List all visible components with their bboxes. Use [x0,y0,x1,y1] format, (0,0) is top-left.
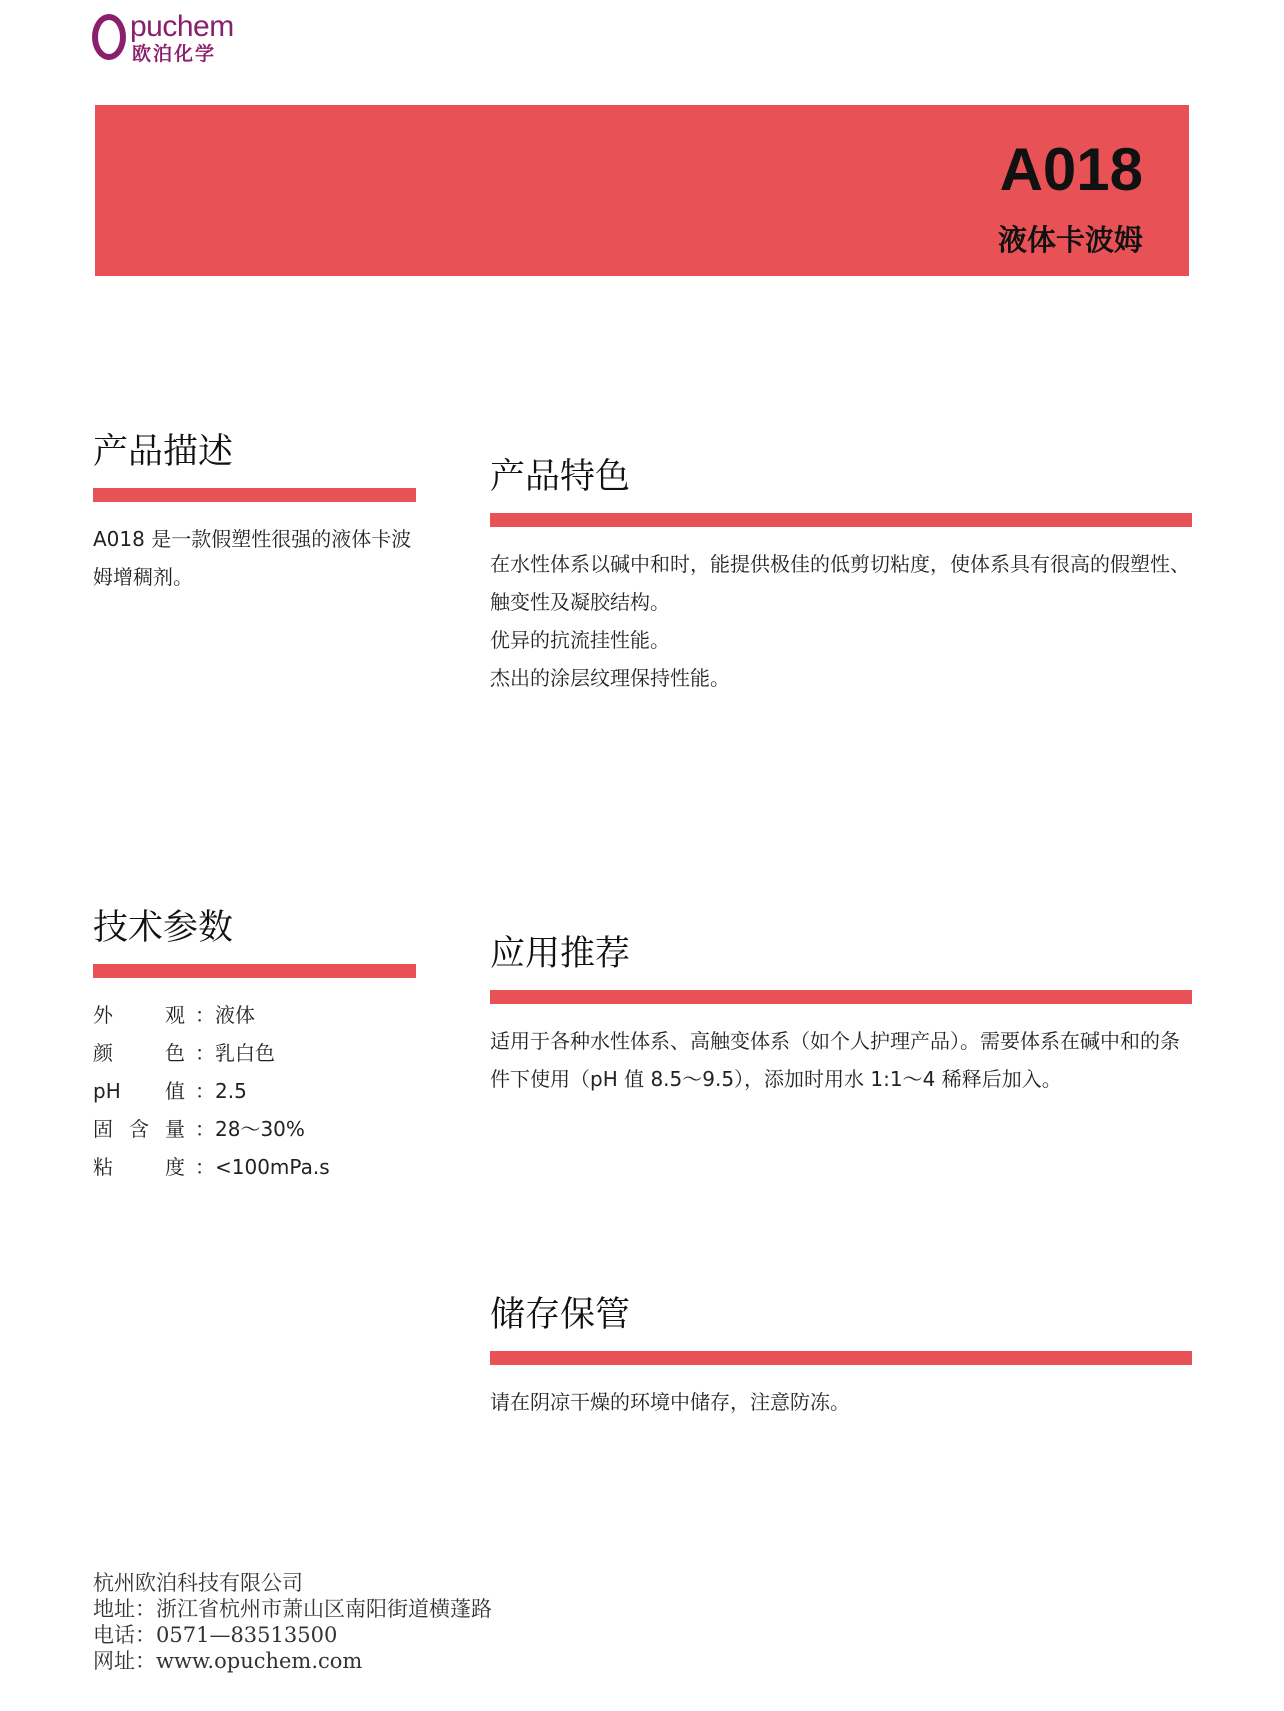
specs-section [93,906,416,1186]
spec-row-viscosity [93,1148,416,1186]
header-banner [95,105,1189,276]
spec-row-appearance [93,996,416,1034]
product-code: A018 [999,136,1143,203]
spec-value: ：液体 [195,1003,255,1027]
spec-row-solids [93,1110,416,1148]
storage-title: 储存保管 [490,1295,631,1335]
description-text: A018 是一款假塑性很强的液体卡波姆增稠剂。 [93,527,412,589]
product-subtitle: 液体卡波姆 [997,223,1143,257]
logo-english-name: puchem [130,10,234,43]
footer-phone: 电话：0571—83513500 [93,1623,338,1647]
storage-text: 请在阴凉干燥的环境中储存，注意防冻。 [490,1390,850,1414]
storage-divider [490,1351,1192,1365]
logo-o-mark [92,14,126,60]
spec-value: ：2.5 [195,1079,247,1103]
logo-chinese-name: 欧泊化学 [132,43,217,65]
specs-list [93,996,416,1186]
spec-label: 外 观 [93,1003,185,1027]
specs-divider [93,964,416,978]
application-divider [490,990,1192,1004]
spec-label: pH 值 [93,1079,185,1103]
footer-contact [93,1570,492,1674]
spec-label: 固 含 量 [93,1117,185,1141]
company-logo [92,10,262,66]
spec-value: ：<100mPa.s [195,1155,330,1179]
features-list [490,545,1192,697]
footer-website: 网址：www.opuchem.com [93,1649,363,1673]
spec-row-ph [93,1072,416,1110]
description-section [93,430,416,596]
features-title: 产品特色 [490,457,631,497]
feature-line: 在水性体系以碱中和时，能提供极佳的低剪切粘度，使体系具有很高的假塑性、触变性及凝胶结构。 [490,552,1190,614]
application-section [490,932,1192,1098]
feature-line: 优异的抗流挂性能。 [490,628,670,652]
feature-line: 杰出的涂层纹理保持性能。 [490,666,730,690]
application-text: 适用于各种水性体系、高触变体系（如个人护理产品）。需要体系在碱中和的条件下使用（pH 值 8.5～9.5），添加时用水 1:1～4 稀释后加入。 [490,1029,1180,1091]
spec-value: ：28～30% [195,1117,305,1141]
application-title: 应用推荐 [490,934,631,974]
spec-row-color [93,1034,416,1072]
description-divider [93,488,416,502]
specs-title: 技术参数 [93,908,234,948]
spec-label: 颜 色 [93,1041,185,1065]
spec-value: ：乳白色 [195,1041,275,1065]
footer-address: 地址：浙江省杭州市萧山区南阳街道横蓬路 [93,1597,492,1621]
footer-company: 杭州欧泊科技有限公司 [93,1571,303,1595]
spec-label: 粘 度 [93,1155,185,1179]
storage-section [490,1293,1192,1421]
features-divider [490,513,1192,527]
features-section [490,455,1192,697]
description-title: 产品描述 [93,432,234,472]
